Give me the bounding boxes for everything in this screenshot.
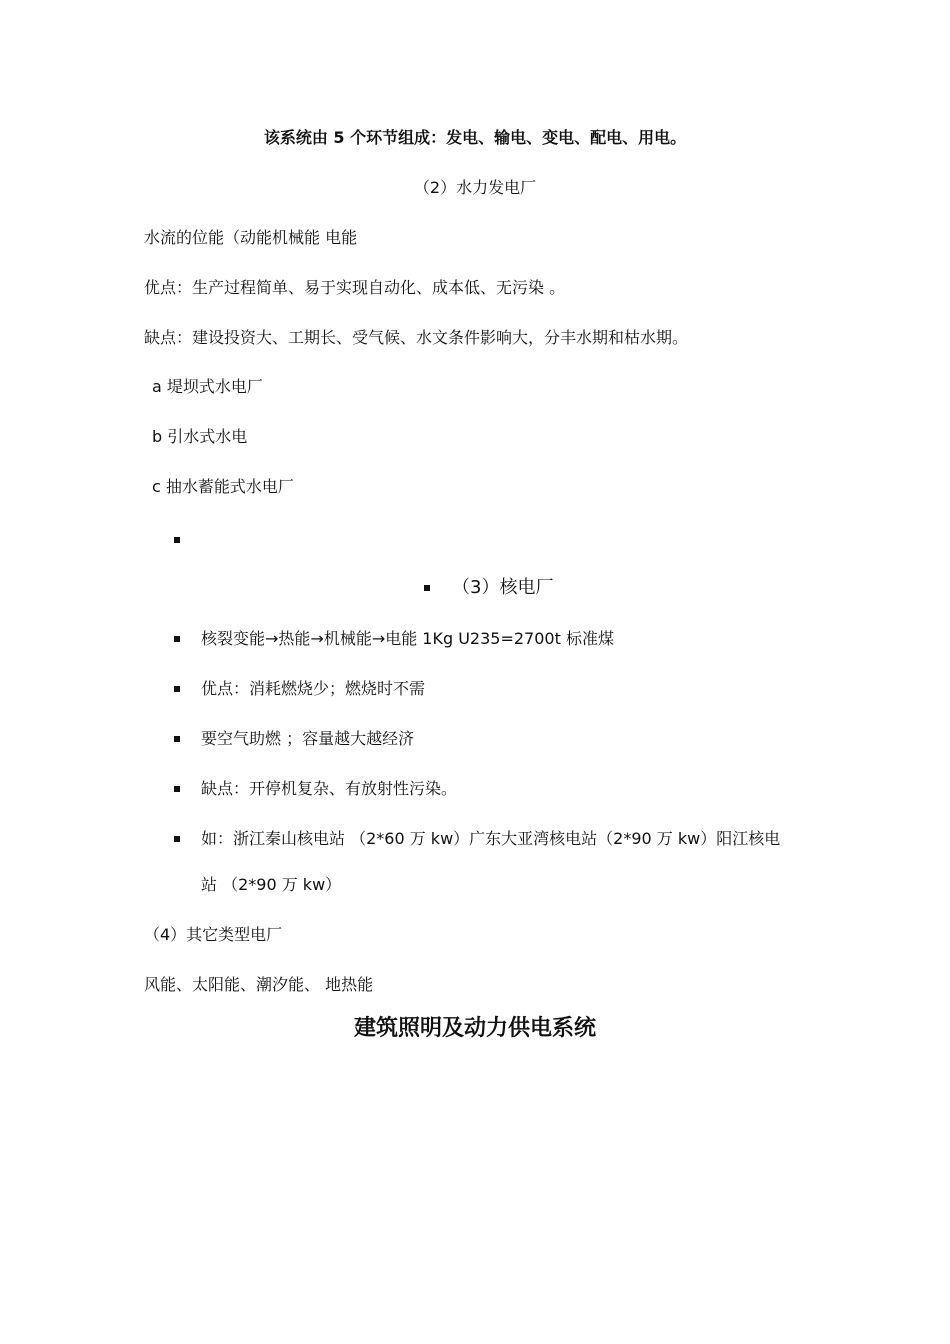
chapter-title: 建筑照明及动力供电系统: [353, 1016, 596, 1041]
section4-text: 风能、太阳能、潮汐能、 地热能: [144, 975, 374, 994]
bullet-icon: [174, 786, 180, 792]
bullet-icon: [174, 686, 180, 692]
section2-pros: 优点：生产过程简单、易于实现自动化、成本低、无污染 。: [144, 278, 566, 297]
section4-title: （4）其它类型电厂: [144, 925, 283, 944]
section3-item-5-continuation: 站 （2*90 万 kw）: [201, 875, 342, 894]
hydro-type-b: b 引水式水电: [152, 427, 248, 446]
section3-item-1: 核裂变能→热能→机械能→电能 1Kg U235=2700t 标准煤: [201, 629, 614, 648]
section2-cons: 缺点：建设投资大、工期长、受气候、水文条件影响大，分丰水期和枯水期。: [144, 328, 689, 347]
section3-item-2: 优点：消耗燃烧少；燃烧时不需: [201, 679, 426, 698]
system-heading: 该系统由 5 个环节组成：发电、输电、变电、配电、用电。: [263, 128, 687, 147]
bullet-icon: [174, 736, 180, 742]
hydro-type-c: c 抽水蓄能式水电厂: [152, 477, 294, 496]
section3-item-4: 缺点：开停机复杂、有放射性污染。: [201, 779, 458, 798]
section2-energy: 水流的位能（动能机械能 电能: [144, 228, 358, 247]
section3-item-5: 如：浙江秦山核电站 （2*60 万 kw）广东大亚湾核电站（2*90 万 kw）阳江核电: [201, 829, 781, 848]
hydro-type-a: a 堤坝式水电厂: [152, 377, 263, 396]
bullet-icon: [174, 836, 180, 842]
section3-item-3: 要空气助燃 ；容量越大越经济: [201, 729, 415, 748]
section3-title: （3）核电厂: [452, 577, 554, 598]
empty-bullet-icon: [174, 537, 180, 543]
bullet-icon: [424, 585, 430, 591]
section2-title: （2）水力发电厂: [413, 178, 537, 197]
bullet-icon: [174, 636, 180, 642]
